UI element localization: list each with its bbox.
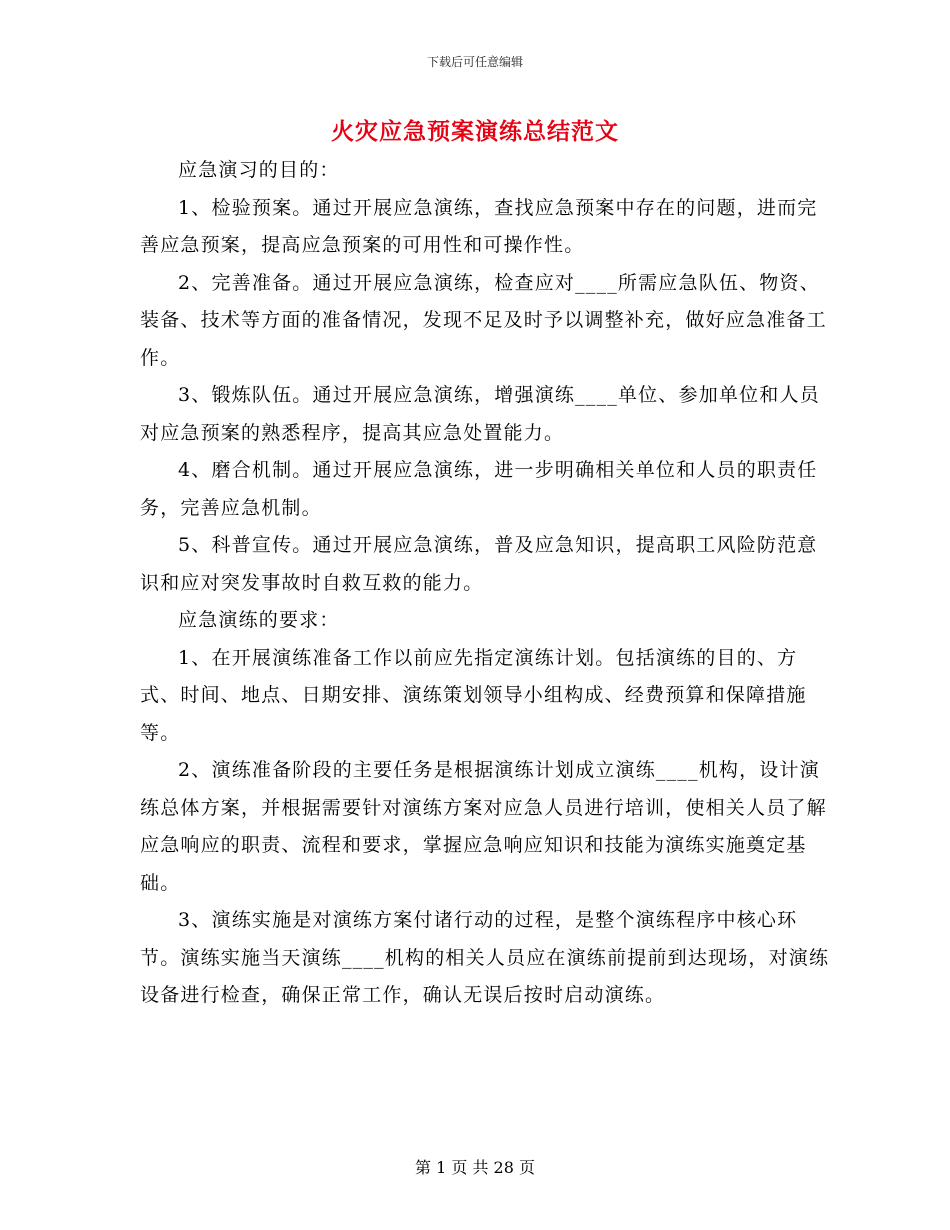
paragraph-requirement-1: 1、在开展演练准备工作以前应先指定演练计划。包括演练的目的、方式、时间、地点、日期安排、演练策划领导小组构成、经费预算和保障措施等。 [140,646,807,744]
paragraph-requirement-2: 2、演练准备阶段的主要任务是根据演练计划成立演练____机构，设计演练总体方案，并根据需要针对演练方案对应急人员进行培训，使相关人员了解应急响应的职责、流程和要求，掌握应急响应知识和技能为演练实施奠定基础。 [140,759,827,894]
paragraph-purpose-5: 5、科普宣传。通过开展应急演练，普及应急知识，提高职工风险防范意识和应对突发事故时自救互救的能力。 [140,534,818,594]
paragraph-purpose-4: 4、磨合机制。通过开展应急演练，进一步明确相关单位和人员的职责任务，完善应急机制。 [140,459,818,519]
paragraph-purpose-heading: 应急演习的目的： [178,159,340,181]
paragraph-purpose-2: 2、完善准备。通过开展应急演练，检查应对____所需应急队伍、物资、装备、技术等方面的准备情况，发现不足及时予以调整补充，做好应急准备工作。 [140,271,827,369]
paragraph-purpose-3: 3、锻炼队伍。通过开展应急演练，增强演练____单位、参加单位和人员对应急预案的熟悉程序，提高其应急处置能力。 [140,384,820,444]
document-body [140,152,830,1015]
document-title: 火灾应急预案演练总结范文 [331,118,619,145]
paragraph-purpose-1: 1、检验预案。通过开展应急演练，查找应急预案中存在的问题，进而完善应急预案，提高应急预案的可用性和可操作性。 [140,196,818,256]
page-number: 第 1 页 共 28 页 [415,1158,535,1177]
header-note: 下载后可任意编辑 [426,55,523,69]
paragraph-requirements-heading: 应急演练的要求： [178,609,340,631]
paragraph-requirement-3: 3、演练实施是对演练方案付诸行动的过程，是整个演练程序中核心环节。演练实施当天演练____机构的相关人员应在演练前提前到达现场，对演练设备进行检查，确保正常工作，确认无误后按时启动演练。 [140,909,830,1006]
